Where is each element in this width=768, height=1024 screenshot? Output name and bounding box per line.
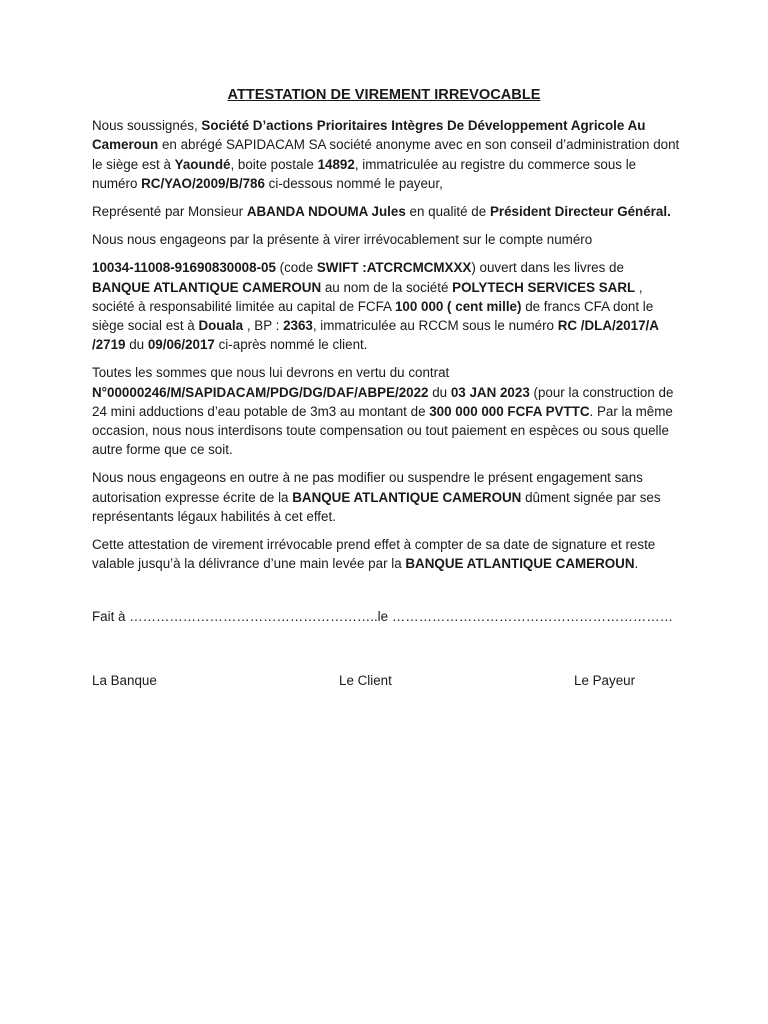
paragraph-representative: Représenté par Monsieur ABANDA NDOUMA Jules en qualité de Président Directeur Général. [92,204,671,220]
signature-block [92,671,680,691]
paragraph-contract: Toutes les sommes que nous lui devrons en vertu du contrat N°00000246/M/SAPIDACAM/PDG/DG/DAF/ABPE/2022 du 03 JAN 2023 (pour la construction de 24 mini adductions d’eau potable de 3m3 au montant de 300 000 000 FCFA PVTTC. Par la même occasion, nous nous interdisons toute compensation ou tout paiement en espèces ou sous quelle autre forme que ce soit. [92,365,674,458]
bank-name: BANQUE ATLANTIQUE CAMEROUN [292,489,522,505]
trade-register-number: RC/YAO/2009/B/786 [141,175,265,191]
paragraph-validity: Cette attestation de virement irrévocable prend effet à compter de sa date de signature et reste valable jusqu’à la délivrance d’une main levée par la BANQUE ATLANTIQUE CAMEROUN. [92,537,656,572]
signature-client-label: Le Client [339,672,392,688]
share-capital: 100 000 ( cent mille) [394,298,522,314]
representative-name: ABANDA NDOUMA Jules [246,204,406,220]
account-number: 10034-11008-91690830008-05 [92,260,276,276]
signature-payer-label: Le Payeur [574,672,636,688]
swift-code: SWIFT :ATCRCMCMXXX [316,260,472,276]
contract-date: 03 JAN 2023 [450,384,530,400]
paragraph-no-modification: Nous nous engageons en outre à ne pas modifier ou suspendre le présent engagement sans autorisation expresse écrite de la BANQUE ATLANTIQUE CAMEROUN dûment signée par ses représentants légaux habilités à cet effet. [92,470,661,524]
paragraph-payer-identity: Nous soussignés, Société D’actions Prioritaires Intègres De Développement Agricole Au Cameroun en abrégé SAPIDACAM SA société anonyme avec en son conseil d’administration dont le siège est à Yaoundé, boite postale 14892, immatriculée au registre du commerce sous le numéro RC/YAO/2009/B/786 ci-dessous nommé le payeur, [92,118,680,191]
client-company-name: POLYTECH SERVICES SARL [452,279,636,295]
contract-number: N°00000246/M/SAPIDACAM/PDG/DG/DAF/ABPE/2022 [92,384,429,400]
document-title: ATTESTATION DE VIREMENT IRREVOCABLE [227,87,541,103]
place-date-line: Fait à ………………………………………………..le ……………………………………………………… [92,609,674,625]
paragraph-beneficiary-account: 10034-11008-91690830008-05 (code SWIFT :ATCRCMCMXXX) ouvert dans les livres de BANQUE ATLANTIQUE CAMEROUN au nom de la société POLYTECH SERVICES SARL , société à responsabilité limitée au capital de FCFA 100 000 ( cent mille) de francs CFA dont le siège social est à Douala , BP : 2363, immatriculée au RCCM sous le numéro RC /DLA/2017/A /2719 du 09/06/2017 ci-après nommé le client. [92,260,659,353]
company-name: Société D’actions Prioritaires Intègres De Développement Agricole Au Cameroun [92,118,646,153]
representative-title: Président Directeur Général. [489,204,671,220]
client-po-box: 2363 [283,318,313,334]
rccm-number: RC /DLA/2017/A /2719 [92,318,659,353]
paragraph-commitment: Nous nous engageons par la présente à virer irrévocablement sur le compte numéro [92,232,593,248]
city-douala: Douala [198,318,244,334]
bank-name: BANQUE ATLANTIQUE CAMEROUN [405,556,635,572]
signature-bank-label: La Banque [92,672,157,688]
bank-name: BANQUE ATLANTIQUE CAMEROUN [92,279,322,295]
rccm-date: 09/06/2017 [147,337,215,353]
postal-box: 14892 [317,156,355,172]
city-yaounde: Yaoundé [174,156,231,172]
contract-amount: 300 000 000 FCFA PVTTC [429,403,590,419]
